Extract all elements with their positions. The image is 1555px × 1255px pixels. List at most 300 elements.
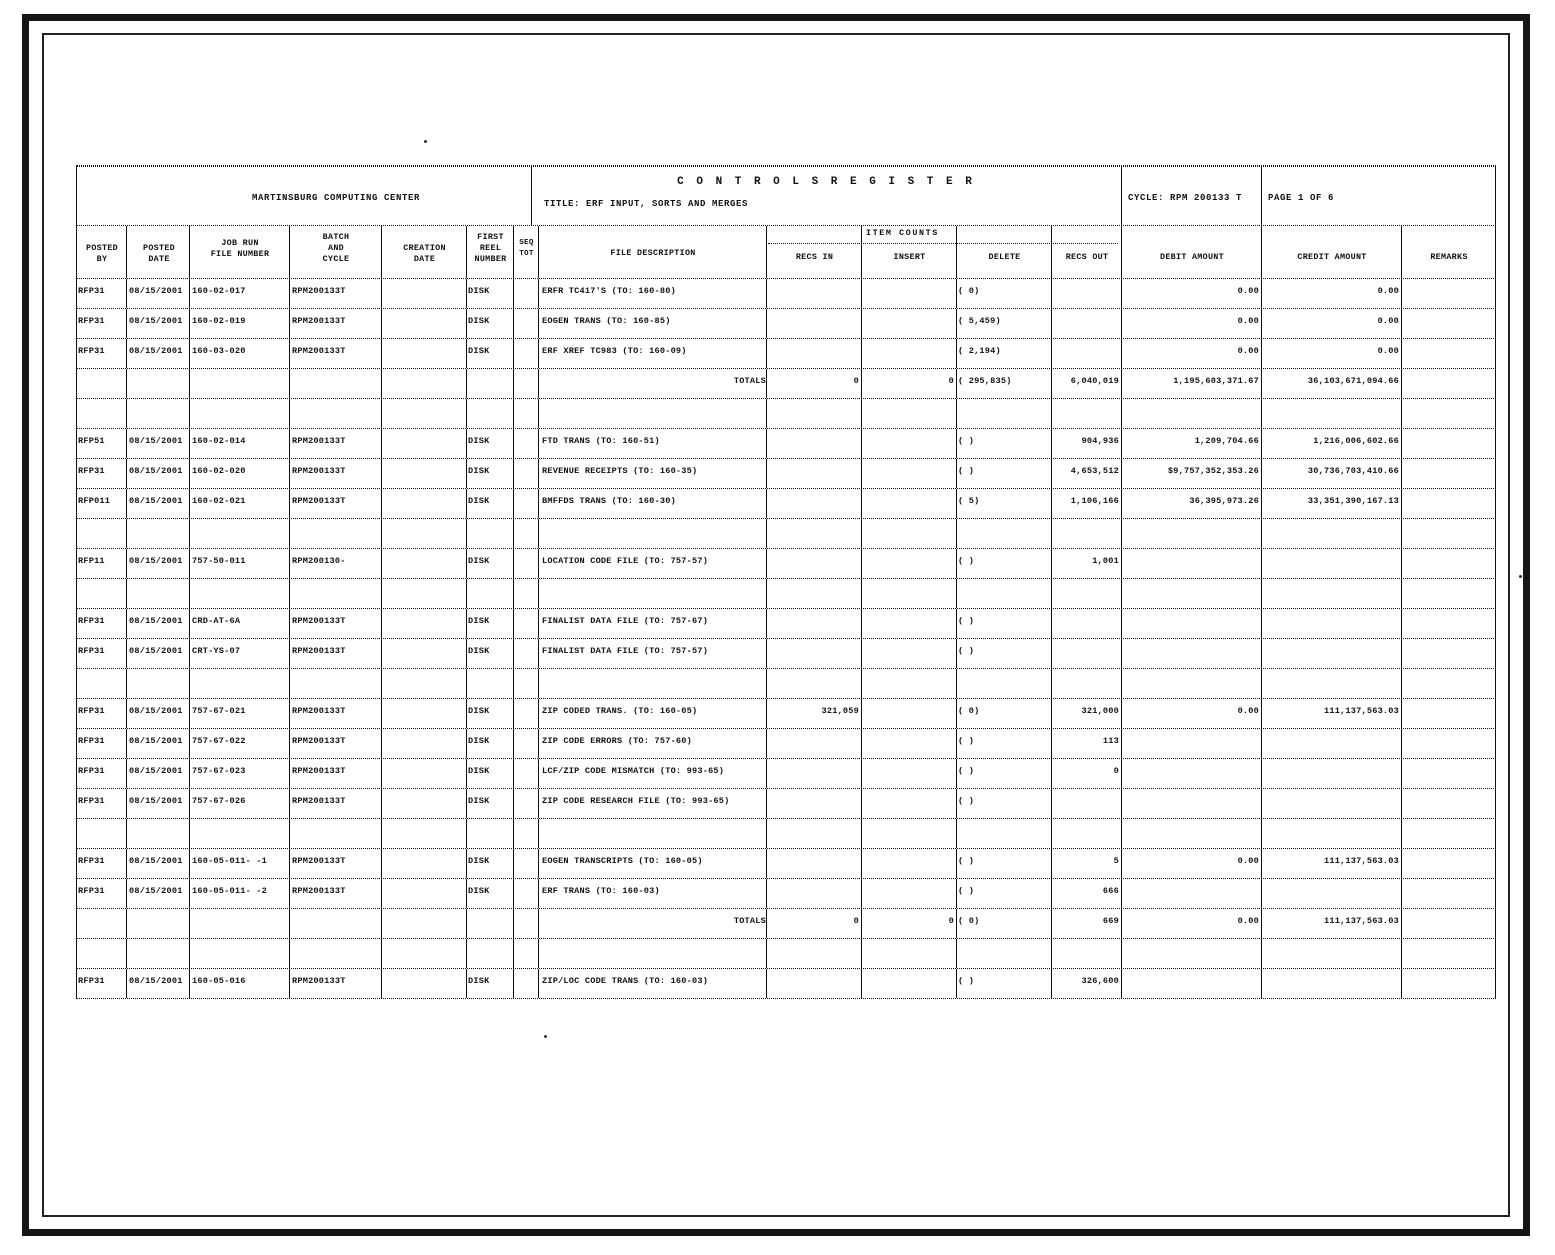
table-row [76,789,1496,819]
column-divider [1401,939,1402,968]
cell-debit: 0.00 [1237,706,1259,716]
column-divider [1261,939,1262,968]
cell-posted-by: RFP31 [78,316,105,326]
column-divider [466,399,467,428]
column-divider [766,279,767,308]
cell-posted-date: 08/15/2001 [129,496,183,506]
column-divider [76,909,77,938]
col-posted-by-l1: POSTED [86,243,118,253]
column-divider [513,759,514,788]
column-divider [1051,669,1052,698]
column-divider [956,609,957,638]
column-divider [861,519,862,548]
column-divider [381,279,382,308]
column-divider [76,759,77,788]
column-divider [1261,969,1262,998]
column-divider [189,609,190,638]
column-divider [1401,819,1402,848]
cell-recs-out: 6,040,019 [1070,376,1119,386]
cell-debit: 0.00 [1237,316,1259,326]
column-divider [1121,879,1122,908]
column-divider [1401,369,1402,398]
report-title: C O N T R O L S R E G I S T E R [677,176,975,188]
column-divider [1495,549,1496,578]
spacer-row [76,399,1496,429]
column-divider [956,279,957,308]
column-divider [956,669,957,698]
column-divider [1401,399,1402,428]
column-divider [538,519,539,548]
report-subtitle: TITLE: ERF INPUT, SORTS AND MERGES [544,199,749,209]
column-divider [538,369,539,398]
table-row [76,699,1496,729]
cell-job-run: 757-50-011 [192,556,246,566]
column-divider [513,939,514,968]
column-divider [289,699,290,728]
column-divider [538,699,539,728]
cell-reel: DISK [468,706,490,716]
column-divider [466,459,467,488]
column-divider [861,279,862,308]
column-divider [956,549,957,578]
column-divider [1121,459,1122,488]
column-divider [513,429,514,458]
cell-credit: 111,137,563.03 [1324,856,1399,866]
cell-posted-date: 08/15/2001 [129,766,183,776]
cell-batch: RPM200133T [292,646,346,656]
column-divider [1121,699,1122,728]
column-divider [126,969,127,998]
column-divider [513,849,514,878]
cell-batch: RPM200133T [292,466,346,476]
column-divider [1051,909,1052,938]
cell-delete: ( ) [958,796,975,806]
column-divider [538,339,539,368]
column-divider [1121,369,1122,398]
column-divider [126,519,127,548]
column-divider [766,309,767,338]
column-divider [766,759,767,788]
cell-posted-date: 08/15/2001 [129,886,183,896]
column-divider [1261,669,1262,698]
column-divider [126,879,127,908]
cell-posted-by: RFP31 [78,646,105,656]
column-divider [538,849,539,878]
column-divider [466,639,467,668]
column-divider [289,519,290,548]
cell-debit: 0.00 [1237,856,1259,866]
column-divider [189,759,190,788]
column-divider [513,279,514,308]
column-divider [1051,609,1052,638]
column-divider [1401,909,1402,938]
spacer-row [76,579,1496,609]
column-divider [1261,279,1262,308]
cell-reel: DISK [468,496,490,506]
cell-batch: RPM200133T [292,496,346,506]
column-divider [1495,699,1496,728]
column-divider [861,639,862,668]
column-divider [1121,969,1122,998]
column-divider [538,639,539,668]
column-divider [466,969,467,998]
cell-debit: $9,757,352,353.26 [1167,466,1259,476]
column-divider [513,909,514,938]
column-divider [466,519,467,548]
column-divider [1051,969,1052,998]
column-divider [1051,459,1052,488]
column-divider [513,879,514,908]
column-divider [956,639,957,668]
cell-recs-out: 326,600 [1081,976,1119,986]
column-divider [189,519,190,548]
column-divider [76,969,77,998]
column-divider [513,369,514,398]
column-divider [956,759,957,788]
cell-job-run: 160-02-019 [192,316,246,326]
cell-delete: ( 2,194) [958,346,1001,356]
column-divider [1121,279,1122,308]
cell-delete: ( 5) [958,496,980,506]
column-divider [1121,429,1122,458]
controls-register-sheet [76,165,1496,999]
cell-posted-by: RFP31 [78,286,105,296]
cell-delete: ( ) [958,976,975,986]
column-divider [1121,579,1122,608]
column-divider [1121,939,1122,968]
column-divider [766,969,767,998]
col-first-l3: NUMBER [474,254,507,264]
column-divider [381,909,382,938]
cell-delete: ( ) [958,616,975,626]
column-divider [766,939,767,968]
cell-reel: DISK [468,556,490,566]
scanned-page-frame [22,14,1530,1236]
column-divider [861,939,862,968]
column-divider [1051,849,1052,878]
col-recs-out: RECS OUT [1065,252,1109,262]
cell-recs-out: 669 [1102,916,1119,926]
column-divider [956,339,957,368]
column-divider [126,909,127,938]
column-divider [1051,309,1052,338]
cell-file-desc: ZIP/LOC CODE TRANS (TO: 160-03) [542,976,709,986]
cell-insert: 0 [948,376,954,386]
column-divider [861,609,862,638]
column-divider [189,399,190,428]
cell-reel: DISK [468,856,490,866]
column-divider [956,789,957,818]
column-divider [538,789,539,818]
column-divider [466,909,467,938]
column-divider [956,849,957,878]
column-divider [1051,279,1052,308]
column-divider [126,429,127,458]
cell-debit: 0.00 [1237,286,1259,296]
column-divider [126,789,127,818]
column-divider [76,309,77,338]
column-divider [289,579,290,608]
col-creation-l1: CREATION [403,243,446,253]
column-divider [513,399,514,428]
col-first-l2: REEL [479,243,502,253]
cell-posted-date: 08/15/2001 [129,346,183,356]
column-divider [189,459,190,488]
column-divider [1495,369,1496,398]
column-divider [381,879,382,908]
column-divider [1051,729,1052,758]
cell-posted-by: RFP11 [78,556,105,566]
cell-reel: DISK [468,616,490,626]
column-divider [1495,759,1496,788]
column-divider [1401,579,1402,608]
column-divider [381,789,382,818]
column-divider [76,699,77,728]
column-header-row [76,226,1496,279]
column-divider [538,969,539,998]
column-divider [1401,789,1402,818]
col-file-description: FILE DESCRIPTION [610,248,696,258]
column-divider [1121,729,1122,758]
column-divider [861,759,862,788]
cell-file-desc: BMFFDS TRANS (TO: 160-30) [542,496,676,506]
column-divider [289,759,290,788]
totals-row [76,909,1496,939]
column-divider [1051,429,1052,458]
column-divider [956,309,957,338]
column-divider [861,489,862,518]
column-divider [1261,549,1262,578]
cell-credit: 111,137,563.03 [1324,916,1399,926]
column-divider [1495,399,1496,428]
column-divider [1121,669,1122,698]
cell-credit: 0.00 [1377,316,1399,326]
cell-batch: RPM200133T [292,346,346,356]
column-divider [1495,639,1496,668]
cell-posted-by: RFP31 [78,736,105,746]
cell-debit: 1,209,704.66 [1194,436,1259,446]
column-divider [956,879,957,908]
column-divider [289,729,290,758]
column-divider [766,399,767,428]
column-divider [189,939,190,968]
column-divider [861,579,862,608]
column-divider [1401,489,1402,518]
column-divider [861,549,862,578]
column-divider [381,849,382,878]
cell-file-desc: ZIP CODED TRANS. (TO: 160-05) [542,706,698,716]
column-divider [538,939,539,968]
table-row [76,969,1496,999]
column-divider [189,369,190,398]
column-divider [381,729,382,758]
cell-job-run: 757-67-023 [192,766,246,776]
column-divider [1051,369,1052,398]
column-divider [466,729,467,758]
column-divider [189,729,190,758]
column-divider [381,639,382,668]
column-divider [466,339,467,368]
cell-posted-date: 08/15/2001 [129,316,183,326]
cell-delete: ( ) [958,856,975,866]
column-divider [1121,399,1122,428]
column-divider [1495,309,1496,338]
cell-file-desc: REVENUE RECEIPTS (TO: 160-35) [542,466,698,476]
cell-reel: DISK [468,976,490,986]
column-divider [289,939,290,968]
column-divider [861,729,862,758]
column-divider [956,459,957,488]
report-header-band [76,166,1496,226]
col-first-l1: FIRST [477,232,504,242]
table-row [76,429,1496,459]
column-divider [189,549,190,578]
column-divider [1261,849,1262,878]
col-remarks: REMARKS [1430,252,1468,262]
column-divider [1401,609,1402,638]
column-divider [466,579,467,608]
computing-center-name: MARTINSBURG COMPUTING CENTER [251,193,421,203]
column-divider [766,459,767,488]
column-divider [766,579,767,608]
column-divider [126,939,127,968]
column-divider [126,759,127,788]
column-divider [766,549,767,578]
column-divider [538,909,539,938]
column-divider [1401,759,1402,788]
column-divider [1121,759,1122,788]
cycle-label: CYCLE: RPM 200133 T [1128,193,1243,203]
column-divider [1401,729,1402,758]
column-divider [766,669,767,698]
cell-batch: RPM200133T [292,976,346,986]
col-batch-l2: AND [328,243,344,253]
cell-batch: RPM200130- [292,556,346,566]
column-divider [861,849,862,878]
col-credit-amount: CREDIT AMOUNT [1297,252,1367,262]
cell-file-desc: EOGEN TRANSCRIPTS (TO: 160-05) [542,856,703,866]
column-divider [76,819,77,848]
spacer-row [76,669,1496,699]
column-divider [381,459,382,488]
column-divider [766,789,767,818]
column-divider [381,669,382,698]
cell-credit: 0.00 [1377,346,1399,356]
column-divider [513,669,514,698]
column-divider [126,699,127,728]
column-divider [76,939,77,968]
column-divider [1121,489,1122,518]
column-divider [861,879,862,908]
column-divider [513,729,514,758]
cell-credit: 111,137,563.03 [1324,706,1399,716]
cell-insert: 0 [948,916,954,926]
column-divider [956,909,957,938]
column-divider [381,429,382,458]
column-divider [513,519,514,548]
column-divider [1121,909,1122,938]
cell-posted-by: RFP31 [78,616,105,626]
column-divider [1261,519,1262,548]
cell-job-run: 160-02-017 [192,286,246,296]
column-divider [1401,519,1402,548]
cell-recs-out: 666 [1102,886,1119,896]
column-divider [381,609,382,638]
cell-delete: ( ) [958,886,975,896]
column-divider [126,819,127,848]
cell-posted-date: 08/15/2001 [129,286,183,296]
column-divider [766,849,767,878]
column-divider [1401,459,1402,488]
column-divider [126,279,127,308]
cell-reel: DISK [468,646,490,656]
column-divider [381,399,382,428]
table-row [76,639,1496,669]
column-divider [76,429,77,458]
scan-speck [1519,575,1522,578]
column-divider [766,819,767,848]
cell-batch: RPM200133T [292,856,346,866]
column-divider [1495,789,1496,818]
column-divider [538,669,539,698]
column-divider [189,849,190,878]
totals-row [76,369,1496,399]
table-row [76,609,1496,639]
table-row [76,489,1496,519]
cell-file-desc: ZIP CODE RESEARCH FILE (TO: 993-65) [542,796,730,806]
register-body [76,279,1496,999]
column-divider [381,699,382,728]
column-divider [956,939,957,968]
cell-credit: 30,736,703,410.66 [1307,466,1399,476]
column-divider [861,399,862,428]
cell-batch: RPM200133T [292,886,346,896]
cell-batch: RPM200133T [292,706,346,716]
column-divider [1051,639,1052,668]
column-divider [538,429,539,458]
column-divider [1261,369,1262,398]
column-divider [76,339,77,368]
cell-delete: ( ) [958,466,975,476]
cell-posted-date: 08/15/2001 [129,616,183,626]
cell-debit: 0.00 [1237,916,1259,926]
column-divider [1121,609,1122,638]
cell-batch: RPM200133T [292,736,346,746]
column-divider [76,849,77,878]
column-divider [538,579,539,608]
column-divider [126,369,127,398]
cell-batch: RPM200133T [292,286,346,296]
col-creation-l2: DATE [413,254,436,264]
column-divider [1121,519,1122,548]
column-divider [1261,399,1262,428]
cell-credit: 0.00 [1377,286,1399,296]
column-divider [381,819,382,848]
cell-posted-date: 08/15/2001 [129,976,183,986]
column-divider [381,759,382,788]
column-divider [513,819,514,848]
column-divider [1401,549,1402,578]
cell-delete: ( ) [958,556,975,566]
column-divider [1261,609,1262,638]
table-row [76,459,1496,489]
column-divider [1051,579,1052,608]
column-divider [289,849,290,878]
cell-job-run: 160-05-011- -1 [192,856,267,866]
column-divider [76,489,77,518]
cell-batch: RPM200133T [292,616,346,626]
cell-job-run: CRT-YS-07 [192,646,241,656]
